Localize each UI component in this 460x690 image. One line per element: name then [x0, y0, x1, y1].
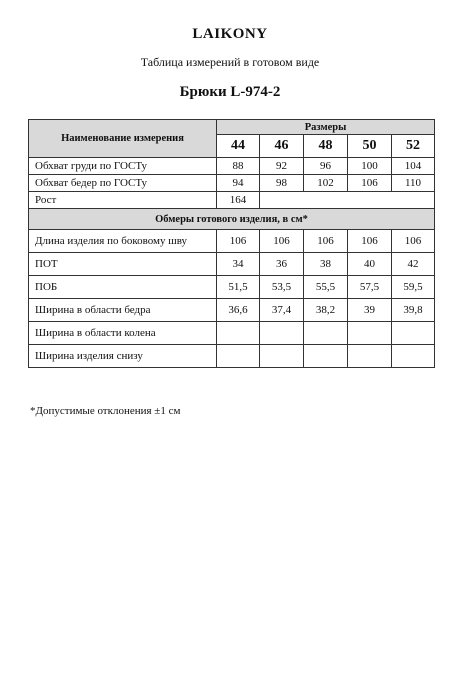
- value-cell: 38,2: [304, 299, 348, 322]
- value-cell: 106: [260, 230, 304, 253]
- value-cell: 106: [348, 175, 392, 192]
- value-cell: 164: [217, 192, 260, 209]
- table-row: [29, 192, 435, 209]
- value-cell: 40: [348, 253, 392, 276]
- row-label: Обхват груди по ГОСТу: [29, 158, 217, 175]
- tolerance-footnote: *Допустимые отклонения ±1 см: [30, 405, 181, 417]
- value-cell: [348, 322, 392, 345]
- table-row: [29, 230, 435, 253]
- value-cell: 51,5: [217, 276, 260, 299]
- value-cell: 104: [392, 158, 435, 175]
- size-cell: 44: [217, 135, 260, 158]
- value-cell: [348, 345, 392, 368]
- size-cell: 52: [392, 135, 435, 158]
- table-row: [29, 175, 435, 192]
- value-cell: 88: [217, 158, 260, 175]
- value-cell: [392, 345, 435, 368]
- table-row: [29, 345, 435, 368]
- value-cell: 38: [304, 253, 348, 276]
- value-cell: 102: [304, 175, 348, 192]
- value-cell: 110: [392, 175, 435, 192]
- value-cell: 92: [260, 158, 304, 175]
- value-cell: [260, 345, 304, 368]
- value-cell: [304, 345, 348, 368]
- value-cell: [217, 345, 260, 368]
- value-cell: 55,5: [304, 276, 348, 299]
- value-cell: 96: [304, 158, 348, 175]
- row-label: Ширина в области бедра: [29, 299, 217, 322]
- row-label: ПОБ: [29, 276, 217, 299]
- table-header-row: [29, 120, 435, 135]
- value-cell: 57,5: [348, 276, 392, 299]
- value-cell: 36,6: [217, 299, 260, 322]
- measurement-name-header: Наименование измерения: [29, 120, 217, 158]
- row-label: Рост: [29, 192, 217, 209]
- value-cell: 106: [348, 230, 392, 253]
- table-row: [29, 322, 435, 345]
- product-title: Брюки L-974-2: [179, 84, 281, 100]
- value-cell: 39,8: [392, 299, 435, 322]
- value-cell: [260, 322, 304, 345]
- value-cell: [304, 322, 348, 345]
- empty-cell: [260, 192, 435, 209]
- value-cell: 53,5: [260, 276, 304, 299]
- sizes-header: Размеры: [217, 120, 435, 135]
- size-cell: 50: [348, 135, 392, 158]
- row-label: Длина изделия по боковому шву: [29, 230, 217, 253]
- size-table: [28, 119, 435, 368]
- value-cell: 36: [260, 253, 304, 276]
- value-cell: 106: [392, 230, 435, 253]
- section-header-row: [29, 209, 435, 230]
- value-cell: 98: [260, 175, 304, 192]
- value-cell: 42: [392, 253, 435, 276]
- section-title: Обмеры готового изделия, в см*: [29, 209, 435, 230]
- row-label: ПОТ: [29, 253, 217, 276]
- row-label: Ширина изделия снизу: [29, 345, 217, 368]
- table-row: [29, 253, 435, 276]
- row-label: Обхват бедер по ГОСТу: [29, 175, 217, 192]
- size-cell: 48: [304, 135, 348, 158]
- row-label: Ширина в области колена: [29, 322, 217, 345]
- value-cell: 106: [304, 230, 348, 253]
- value-cell: 59,5: [392, 276, 435, 299]
- value-cell: 39: [348, 299, 392, 322]
- brand-title: LAIKONY: [192, 26, 268, 42]
- value-cell: 100: [348, 158, 392, 175]
- table-row: [29, 158, 435, 175]
- table-row: [29, 276, 435, 299]
- document-subtitle: Таблица измерений в готовом виде: [140, 55, 320, 69]
- value-cell: [217, 322, 260, 345]
- value-cell: [392, 322, 435, 345]
- value-cell: 94: [217, 175, 260, 192]
- value-cell: 106: [217, 230, 260, 253]
- value-cell: 34: [217, 253, 260, 276]
- table-row: [29, 299, 435, 322]
- value-cell: 37,4: [260, 299, 304, 322]
- size-cell: 46: [260, 135, 304, 158]
